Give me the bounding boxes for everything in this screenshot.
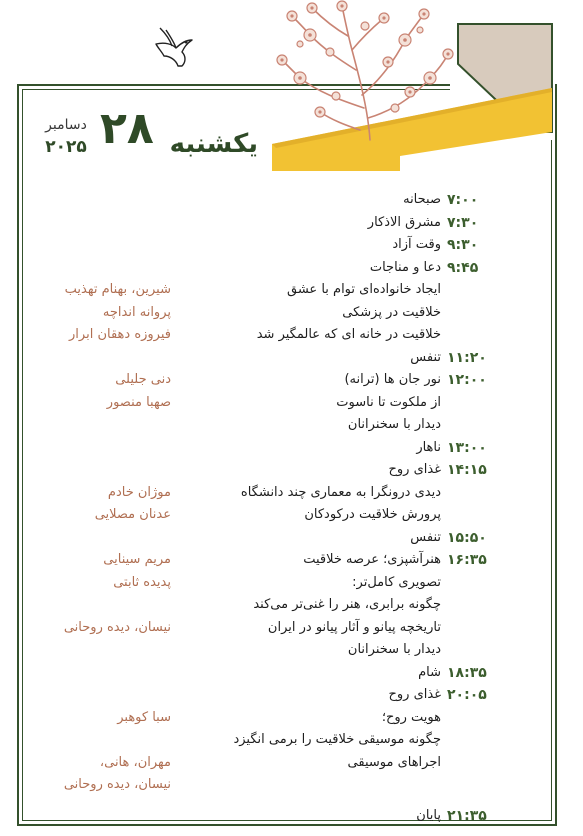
schedule-title: تاریخچه پیانو و آثار پیانو در ایران (267, 619, 441, 635)
schedule-title: صبحانه (403, 192, 441, 207)
schedule-row (0, 552, 583, 574)
schedule-speaker: نیسان، دیده روحانی (63, 619, 171, 635)
schedule-row (0, 485, 583, 507)
schedule-title: غذای روح (388, 462, 441, 477)
schedule-row (0, 440, 583, 462)
schedule-title: تصویری کامل‌تر: (352, 574, 441, 590)
schedule-title: خلاقیت در پزشکی (342, 304, 441, 320)
schedule-speaker: مهران، هانی، (99, 754, 171, 770)
schedule-time: ۲۱:۳۵ (447, 807, 487, 824)
schedule-row (0, 260, 583, 282)
schedule-speaker: مریم سینایی (103, 552, 171, 567)
schedule-title: هویت روح؛ (381, 709, 441, 725)
schedule-title: تنفس (410, 529, 441, 545)
schedule-speaker: موژان خادم (107, 484, 171, 500)
schedule-time: ۱۸:۳۵ (447, 664, 487, 681)
schedule-title: ناهار (416, 439, 441, 455)
schedule-title: دیدار با سخنرانان (347, 642, 441, 657)
schedule-row (0, 507, 583, 529)
schedule-title: ایجاد خانواده‌ای توام با عشق (286, 282, 441, 297)
schedule-row (0, 642, 583, 664)
schedule-speaker: عدنان مصلایی (94, 507, 171, 522)
schedule-speaker: فیروزه دهقان ابرار (69, 327, 171, 342)
schedule-row (0, 732, 583, 754)
schedule-title: تنفس (410, 349, 441, 365)
schedule-speaker: شیرین، بهنام تهذیب (64, 282, 171, 297)
schedule-title: هنرآشپزی؛ عرصه خلاقیت (303, 552, 441, 567)
schedule-title: غذای روح (388, 687, 441, 702)
day-number: ۲۸ (100, 103, 154, 154)
schedule-title: پایان (416, 807, 441, 823)
schedule-row (0, 597, 583, 619)
schedule-row (0, 710, 583, 732)
schedule-title: چگونه موسیقی خلاقیت را برمی انگیزد (233, 732, 441, 747)
schedule-time: ۱۴:۱۵ (447, 462, 487, 478)
schedule-row (0, 282, 583, 304)
schedule-row (0, 530, 583, 552)
schedule-title: شام (418, 664, 441, 680)
day-name: یکشنبه (169, 129, 258, 159)
schedule-row (0, 417, 583, 439)
schedule-time: ۹:۳۰ (447, 237, 479, 253)
schedule-speaker: پروانه انداچه (102, 304, 171, 320)
schedule-row (0, 215, 583, 237)
schedule-row (0, 305, 583, 327)
schedule-speaker: دنی جلیلی (115, 372, 171, 387)
schedule-row (0, 395, 583, 417)
schedule-title: خلاقیت در خانه ای که عالمگیر شد (256, 327, 441, 342)
date-header (40, 103, 270, 167)
schedule-time: ۱۳:۰۰ (447, 439, 487, 456)
schedule-row (0, 777, 583, 799)
schedule-title: دیدی درونگرا به معماری چند دانشگاه (240, 484, 441, 500)
schedule-title: پرورش خلاقیت درکودکان (304, 507, 441, 522)
schedule-row (0, 620, 583, 642)
schedule-title: مشرق الاذکار (367, 214, 441, 230)
schedule-speaker: سبا کوهبر (117, 709, 171, 725)
schedule-time: ۱۵:۵۰ (447, 529, 487, 546)
schedule-row (0, 755, 583, 777)
schedule-row (0, 372, 583, 394)
schedule-time: ۲۰:۰۵ (447, 687, 487, 703)
schedule-title: اجراهای موسیقی (347, 754, 441, 770)
schedule-speaker: صهبا منصور (106, 394, 171, 410)
schedule-title: وقت آزاد (392, 237, 441, 252)
schedule-speaker: پدیده ثابتی (113, 574, 171, 590)
dove-icon (156, 28, 192, 66)
year-label: ۲۰۲۵ (45, 137, 87, 157)
schedule-title: نور جان ها (ترانه) (344, 372, 441, 387)
schedule-title: دعا و مناجات (369, 259, 441, 275)
schedule-row (0, 192, 583, 214)
schedule-time: ۷:۰۰ (447, 192, 479, 208)
schedule-row (0, 327, 583, 349)
schedule-row (0, 462, 583, 484)
schedule-time: ۹:۴۵ (447, 259, 479, 276)
schedule-speaker: نیسان، دیده روحانی (63, 777, 171, 792)
schedule-row (0, 808, 583, 830)
schedule-time: ۱۲:۰۰ (447, 372, 487, 388)
schedule-time: ۷:۳۰ (447, 214, 479, 231)
schedule-time: ۱۱:۲۰ (447, 349, 487, 366)
schedule-title: چگونه برابری، هنر را غنی‌تر می‌کند (253, 597, 441, 612)
schedule-time: ۱۶:۳۵ (447, 552, 487, 568)
schedule-row (0, 665, 583, 687)
schedule-row (0, 575, 583, 597)
schedule-row (0, 687, 583, 709)
schedule-row (0, 237, 583, 259)
schedule-row (0, 350, 583, 372)
schedule-title: از ملکوت تا ناسوت (336, 394, 441, 410)
schedule-title: دیدار با سخنرانان (347, 417, 441, 432)
month-label: دسامبر (45, 117, 87, 133)
